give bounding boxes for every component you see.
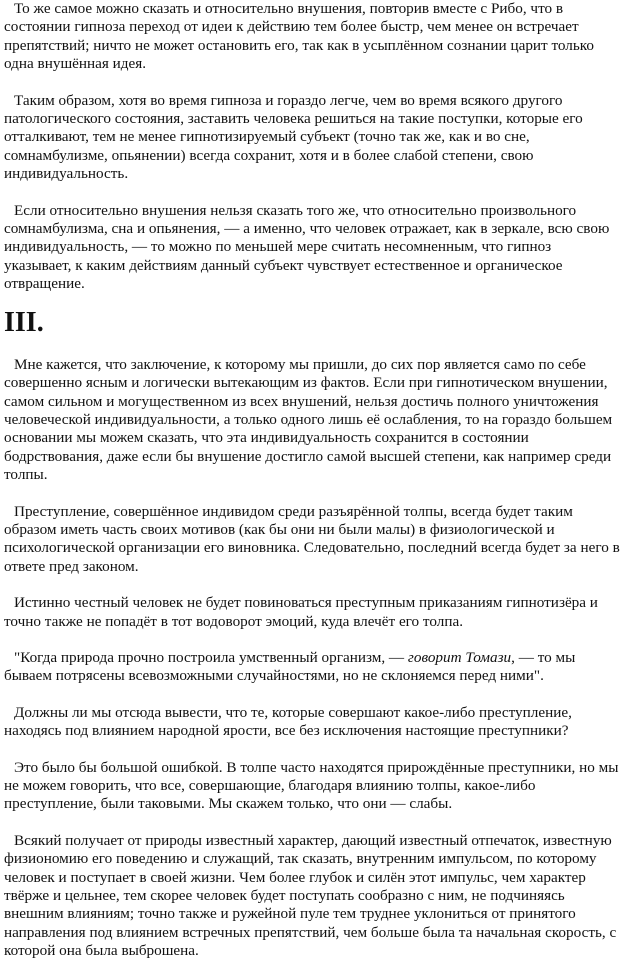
quote-text-start: "Когда природа прочно построила умственный организм, — [14, 648, 408, 666]
paragraph-8: Это было бы большой ошибкой. В толпе часто находятся прирождённые преступники, но мы не можем говорить, что все, совершающие, благодаря влиянию толпы, какое-либо преступление, были таковыми. Мы скажем только, что они — слабы. [4, 758, 619, 813]
quote-paragraph [4, 649, 620, 686]
paragraph-1: То же самое можно сказать и относительно внушения, повторив вместе с Рибо, что в состоянии гипноза переход от идеи к действию тем более быстр, чем менее он встречает препятствий; ничто не может остановить его, так как в усыплённом сознании царит только одна внушённая идея. [4, 0, 595, 73]
paragraph-2: Таким образом, хотя во время гипноза и гораздо легче, чем во время всякого другого патологического состояния, заставить человека решиться на такие поступки, которые его отталкивают, тем не менее гипнотизируемый субъект (точно так же, как и во сне, сомнамбулизме, опьянении) всегда сохранит, хотя и в более слабой степени, свою индивидуальность. [4, 91, 583, 183]
quote-text-end: , — то мы бываем потрясены всевозможными случайностями, но не склоняемся перед ними". [4, 648, 576, 685]
paragraph-3: Если относительно внушения нельзя сказать того же, что относительно произвольного сомнамбулизма, сна и опьянения, — а именно, что человек отражает, как в зеркале, всю свою индивидуальность, — то можно по меньшей мере считать несомненным, что гипноз указывает, к каким действиям данный субъект чувствует естественное и органическое отвращение. [4, 201, 610, 293]
paragraph-4: Мне кажется, что заключение, к которому мы пришли, до сих пор является само по себе совершенно ясным и логически вытекающим из фактов. Если при гипнотическом внушении, самом сильном и могущественном из всех внушений, нельзя достичь полного уничтожения человеческой индивидуальности, а только одного лишь её ослабления, то на гораздо большем основании мы можем сказать, что эта индивидуальность сохранится в состоянии бодрствования, даже если бы внушение достигло самой высшей степени, как например среди толпы. [4, 355, 613, 484]
section-heading: III. [4, 306, 44, 338]
paragraph-9: Всякий получает от природы известный характер, дающий известный отпечаток, известную физиономию его поведению и служащий, так сказать, внутренним импульсом, по которому человек и поступает в своей жизни. Чем более глубок и силён этот импульс, чем характер твёрже и цельнее, тем скорее человек будет поступать сообразно с ним, не подчиняясь внешним влияниям; точно также и ружейной пуле тем труднее уклониться от принятого направления под влиянием встречных препятствий, чем больше была та начальная скорость, с которой она была выброшена. [4, 831, 617, 960]
quote-attribution: говорит Томази [407, 648, 512, 666]
paragraph-5: Преступление, совершённое индивидом среди разъярённой толпы, всегда будет таким образом иметь часть своих мотивов (как бы они ни были малы) в физиологической и психологической организации его виновника. Следовательно, последний всегда будет за него в ответе пред законом. [4, 502, 620, 575]
paragraph-7: Должны ли мы отсюда вывести, что те, которые совершают какое-либо преступление, находясь под влиянием народной ярости, все без исключения настоящие преступники? [4, 703, 572, 740]
paragraph-6: Истинно честный человек не будет повиноваться преступным приказаниям гипнотизёра и точно также не попадёт в тот водоворот эмоций, куда влечёт его толпа. [4, 594, 598, 630]
